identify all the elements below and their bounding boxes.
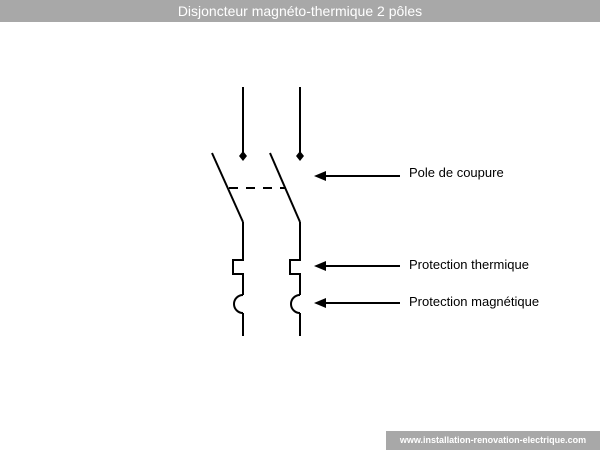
- page-title: Disjoncteur magnéto-thermique 2 pôles: [0, 0, 600, 22]
- pole-1-switch-blade: [212, 153, 243, 222]
- pole-1-magnetic-coil: [234, 295, 243, 313]
- pole-1-thermal-element: [233, 222, 243, 295]
- label-thermal: Protection thermique: [409, 257, 529, 272]
- arrow-pole: [314, 171, 400, 181]
- pole-2-magnetic-coil: [291, 295, 300, 313]
- pole-1: [212, 87, 243, 336]
- pole-2: [270, 87, 300, 336]
- label-magnetic: Protection magnétique: [409, 294, 540, 309]
- pole-1-contact-dot: [239, 151, 247, 161]
- pole-2-thermal-element: [290, 222, 300, 295]
- pole-2-contact-dot: [296, 151, 304, 161]
- arrow-thermal: [314, 261, 400, 271]
- label-pole: Pole de coupure: [409, 165, 504, 180]
- website-badge: www.installation-renovation-electrique.com: [386, 431, 600, 450]
- arrow-magnetic: [314, 298, 400, 308]
